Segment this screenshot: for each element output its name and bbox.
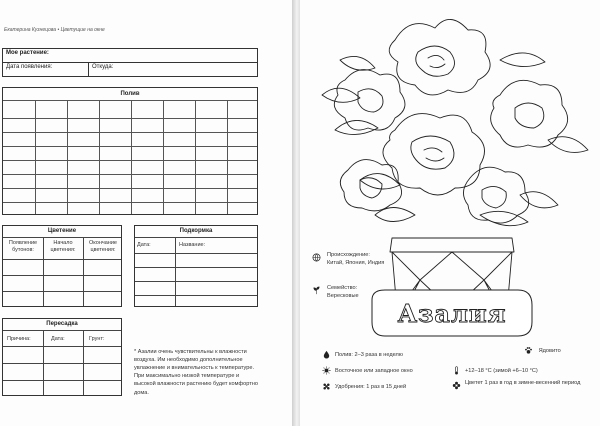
- flower-top: [389, 19, 490, 94]
- window-text: Восточное или западное окно: [335, 367, 413, 374]
- transplant-reason-column: Причина:: [7, 336, 31, 342]
- watering-grid: [2, 87, 258, 215]
- right-page: [300, 0, 600, 426]
- poisonous-badge: [524, 346, 561, 356]
- family-info: [312, 285, 398, 300]
- leaves: [322, 53, 588, 226]
- flower-lower-left: [340, 160, 401, 211]
- fertilizer-info: [322, 382, 462, 392]
- feeding-date-column: Дата:: [137, 242, 151, 248]
- appeared-date-field[interactable]: Дата появления:: [3, 63, 89, 77]
- plant-name: Азалия: [397, 299, 507, 328]
- paw-icon: [524, 346, 533, 355]
- origin-value: Китай, Япония, Индия: [327, 259, 385, 266]
- transplant-title: Пересадка: [46, 321, 78, 327]
- sun-icon: [322, 366, 331, 375]
- family-value: Вересковые: [327, 292, 359, 299]
- page-header: Екатерина Кузнецова • Цветущие на окне: [4, 27, 105, 33]
- watering-info: [322, 350, 462, 360]
- fertilizer-icon: [322, 382, 331, 391]
- azalea-note: * Азалии очень чувствительны к влажности воздуха. Им необходимо дополнительное увлажнение и внимательность к температуре. При максимально низкой температуре и высокой влажности растению будет комфортно дома.: [134, 349, 258, 396]
- book-gutter: [292, 0, 300, 426]
- transplant-table: [2, 318, 122, 396]
- my-plant-title: Мое растение:: [3, 49, 258, 63]
- bloom-end-column: Окончание цветения:: [89, 240, 117, 253]
- family-label: Семейство:: [327, 285, 358, 291]
- flower-left: [334, 70, 405, 130]
- water-drop-icon: [322, 350, 331, 359]
- fertilizer-text: Удобрения: 1 раз в 15 дней: [335, 383, 407, 390]
- azalea-illustration: [300, 0, 600, 426]
- thermometer-icon: [452, 366, 461, 375]
- bloom-info: [452, 380, 584, 390]
- bloom-start-column: Начало цветения:: [50, 240, 76, 253]
- buds-column: Появление бутонов:: [8, 240, 38, 253]
- watering-title: Полив: [120, 91, 140, 97]
- temperature-info: [452, 366, 592, 376]
- flower-icon: [452, 381, 461, 390]
- poisonous-label: Ядовито: [538, 347, 561, 354]
- blooming-title: Цветение: [47, 228, 77, 234]
- origin-info: [312, 252, 398, 267]
- transplant-date-column: Дата:: [51, 336, 65, 342]
- window-info: [322, 366, 462, 376]
- globe-icon: [312, 253, 321, 262]
- bloom-text: Цветет 1 раз в год в зимне-весенний период: [465, 380, 581, 386]
- sprout-icon: [312, 286, 321, 295]
- origin-label: Происхождение:: [327, 252, 370, 258]
- feeding-title: Подкормка: [179, 228, 213, 234]
- temperature-text: +12–18 °C (зимой +6–10 °C): [465, 367, 538, 374]
- feeding-table: [134, 225, 258, 307]
- left-page: [0, 0, 292, 426]
- transplant-soil-column: Грунт:: [89, 336, 105, 342]
- blooming-table: [2, 225, 122, 307]
- origin-field[interactable]: Откуда:: [89, 63, 258, 77]
- feeding-name-column: Название:: [179, 242, 206, 248]
- my-plant-table: [2, 48, 258, 77]
- flower-lower-right: [463, 167, 528, 223]
- watering-text: Полив: 2–3 раза в неделю: [335, 351, 404, 358]
